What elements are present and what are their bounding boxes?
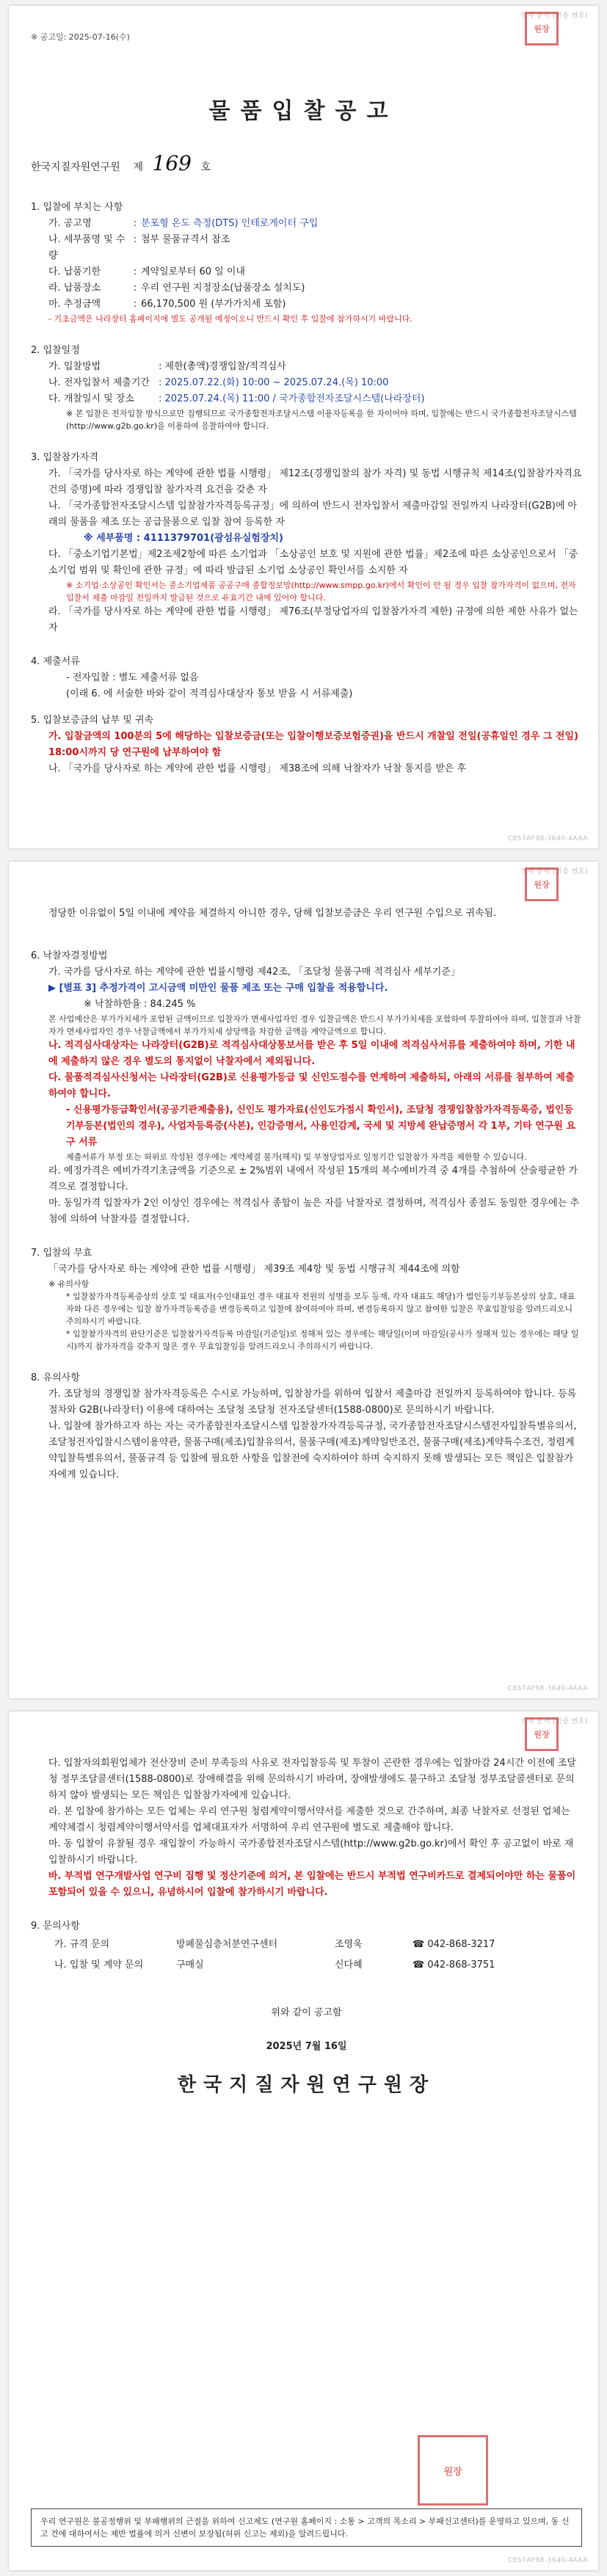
- table-row: 가. 규격 문의 방폐물심층처분연구센터 조영욱 ☎ 042-868-3217: [54, 1939, 495, 1950]
- document-page-3: 전자 문서 (인증 번호) 원장 다. 입찰자의회원업체가 전산장비 준비 부족등의 사유로 전자입찰등록 및 투찰이 곤란한 경우에는 입찰마감 24시간 이전에 조달청 정부조달콜센터(1588-0800)로 장애해결을 위해 문의하시기 바라며, 장애발생에도 불구하고 조달청 정부조달콜센터로 문의하지 않아 발생되는 모든 책임은 입찰참가자에게 있습니다. 라. 본 입찰에 참가하는 모든 업체는 우리 연구원 청렴계약이행서약서를 제출한 것으로 간주하며, 최종 낙찰자로 선정된 업체는 계약체결시 청렴계약이행서약서를 업체대표자가 서명하여 우리 연구원에 별도로 제출해야 합니다. 마. 동 입찰이 유찰될 경우 재입찰이 가능하시 국가종합전자조달시스템(http://www.g2b.go.kr)에서 확인 후 공고없이 바로 재입찰하시기 바랍니다. 바. 부적법 연구개발사업 연구비 집행 및 정산기준에 의거, 본 입찰에는 반드시 부적법 연구비카드로 결제되어야만 하는 물품이 포함되어 있을 수 있으니, 유념하시어 입찰에 참가하시기 바랍니다. 9. 문의사항 가. 규격 문의 방폐물심층처분연구센터 조영욱 ☎ 042-868-3217 나. 입찰 및 계약 문의 구매실 신다혜 ☎ 042-868-3751 위와 같이 공고함 2025년 7월 16일 한국지질자원연구원장 원장 우리 연구원은 불공정행위 및 부패행위의 근절을 위하여 신고제도 (연구원 홈페이지 : 소통 > 고객의 목소리 > 부패신고센터)를 운영하고 있으며, 동 신고 건에 대하여서는 제반 법률에 의거 신변이 보장됨(허위 신고는 제외)을 알려드립니다. C857AF98-3640-4AAA: [9, 1711, 598, 2570]
- contact-table: [48, 1935, 501, 1976]
- notice-date: 2025년 7월 16일: [266, 2041, 347, 2052]
- phone-icon: ☎: [412, 1939, 425, 1950]
- section-heading: 1. 입찰에 부치는 사항: [31, 202, 123, 213]
- handwritten-number: 169: [152, 151, 192, 175]
- page-footer: C857AF98-3640-4AAA: [507, 1685, 588, 1692]
- section-heading: 2. 입찰일정: [31, 345, 80, 356]
- winning-ratio: ※ 낙찰하한율 : 84.245 %: [84, 999, 196, 1010]
- document-page-2: 전자 문서 (인증 번호) 원장 정당한 이유없이 5일 이내에 계약을 체결하지 아니한 경우, 당해 입찰보증금은 우리 연구원 수입으로 귀속됨. 6. 낙찰자결정방법 가. 국가를 당사자로 하는 계약에 관한 법률시행령 제42조, 「조달청 물품구매 적격심사 세부기준」 ▶ [별표 3] 추정가격이 고시금액 미만인 물품 제조 또는 구매 입찰을 적용합니다. ※ 낙찰하한율 : 84.245 % 본 사업예산은 부가가치세가 포함된 금액이므로 입찰자가 면세사업자인 경우 입찰금액은 반드시 부가가치세를 포함하여 투찰하여야 하며, 입찰결과 낙찰자가 면세사업자인 경우 낙찰금액에서 부가가치세 상당액을 차감한 금액을 계약금액으로 합니다. 나. 적격심사대상자는 나라장터(G2B)로 적격심사대상통보서를 받은 후 5일 이내에 적격심사서류를 제출하여야 하며, 기한 내에 제출하지 않은 경우 별도의 통지없이 낙찰자에서 제외됩니다. 다. 물품적격심사신청서는 나라장터(G2B)로 신용평가등급 및 신인도점수를 연계하여 제출하되, 아래의 서류를 첨부하여 제출하여야 합니다. - 신용평가등급확인서(공공기관제출용), 신인도 평가자료(신인도가점시 확인서), 조달청 경쟁입찰참가자격등록증, 법인등기부등본(법인의 경우), 사업자등록증(사본), 인감증명서, 사용인감계, 국세 및 지방세 완납증명서 각 1부, 기타 연구원 요구 서류 제출서류가 부정 또는 허위로 작성된 경우에는 계약체결 불가(해지) 및 부정당업자로 일정기간 입찰참가 자격을 제한할 수 있습니다. 라. 예정가격은 예비가격기초금액을 기준으로 ± 2%범위 내에서 작성된 15개의 복수예비가격 중 4개를 추첨하여 산술평균한 가격으로 결정합니다. 마. 동일가격 입찰자가 2인 이상인 경우에는 적격심사 종합이 높은 자를 낙찰자로 결정하며, 적격심사 종점도 동일한 경우에는 추첨에 의하여 낙찰자를 결정합니다. 7. 입찰의 무효 「국가를 당사자로 하는 계약에 관한 법률 시행령」 제39조 제4항 및 동법 시행규칙 제44조에 의함 ※ 유의사항 * 입찰참가자격등록증상의 상호 및 대표자(수인대표인 경우 대표자 전원의 성명을 모두 등재, 각자 대표도 해당)가 법인등기부등본상의 상호, 대표자와 다른 경우에는 입찰 참가자격등록증을 변경등록하고 입찰에 참여하여야 하며, 변경등록하지 않고 참여한 입찰은 무효입찰임을 알려드리오니 주의하시기 바랍니다. * 입찰참가자격의 판단기준은 입찰참가자격등록 마감일(기준일)로 정해져 있는 경우에는 해당일(이며 마감일(공사가 정해져 있는 경우에는 해당 일시)까지 참가자격을 갖추지 않은 경우 무효입찰임을 알려드리오니 주의하시기 바랍니다. 8. 유의사항 가. 조달청의 경쟁입찰 참가자격등록은 수시로 가능하며, 입찰참가를 위하여 입찰서 제출마감 전일까지 등록하여야 합니다. 등록절차와 G2B(나라장터) 이용에 대하여는 조달청 조달청 전자조달센터(1588-0800)로 문의하시기 바랍니다. 나. 입찰에 참가하고자 하는 자는 국가종합전자조달시스템 입찰참가자격등록규정, 국가종합전자조달시스템전자입찰특별유의서, 조달청전자입찰시스템이용약관, 물품구매(제조)입찰유의서, 물품구매(제조)계약일반조건, 물품구매(제조)계약특수조건, 정렴계약입찰특별유의서, 물품규격 등 입찰에 필요한 사항을 입찰전에 숙지하여야 하며 숙지하지 못해 발생되는 모든 책임은 입찰참가자에게 있습니다. C857AF98-3640-4AAA: [9, 862, 598, 1698]
- page-footer: C857AF98-3640-4AAA: [507, 2557, 588, 2564]
- budget-note: - 기초금액은 나라장터 홈페이지에 별도 공개될 예정이오니 반드시 확인 후 입찰에 참가하시기 바랍니다.: [48, 314, 412, 324]
- page-header: 전자 문서 (인증 번호): [520, 1718, 588, 1725]
- phone-icon: ☎: [412, 1960, 425, 1971]
- official-seal: 원장: [418, 2435, 488, 2506]
- seal-stamp: 원장: [525, 867, 559, 901]
- seal-stamp: 원장: [525, 12, 559, 46]
- product-code: ※ 세부품명 : 4111379701(광섬유실험장치): [84, 533, 283, 544]
- section-heading: 9. 문의사항: [31, 1921, 80, 1932]
- section-heading: 6. 낙찰자결정방법: [31, 950, 108, 961]
- announcement-date: ※ 공고일: 2025-07-16(수): [31, 32, 130, 42]
- section-heading: 5. 입찰보증금의 납부 및 귀속: [31, 715, 154, 726]
- section-heading: 7. 입찰의 무효: [31, 1248, 92, 1259]
- section-1: 1. 입찰에 부치는 사항 가. 공고명 : 분포형 온도 측정(DTS) 인테로게이터 구입 나. 세부품명 및 수량 : 첨부 물품규격서 참조 다. 납품기한 : 계약일로부터 60 일 이내 라. 납품장소 : 우리 연구원 지정장소(납품장소 설치도) 마. 추정금액 : 66,170,500 원 (부가가치세 포함) - 기초금액은 나라장터 홈페이지에 별도 공개될 예정이오니 반드시 확인 후 입찰에 참가하시기 바랍니다. 2. 입찰일정 가. 입찰방법 : 제한(총액)경쟁입찰/적격심사 나. 전자입찰서 제출기간 : 2025.07.22.(화) 10:00 ~ 2025.07.24.(목) 10:00 다. 개찰일시 및 장소 : 2025.07.24.(목) 11:00 / 국가종합전자조달시스템(나라장터) ※ 본 입찰은 전자입찰 방식으로만 집행되므로 국가종합전자조달시스템 이용자등록을 한 자이어야 하며, 입찰에는 반드시 국가종합전자조달시스템(http://www.g2b.go.kr)을 이용하여 응찰하여야 합니다. 3. 입찰참가자격 가. 「국가를 당사자로 하는 계약에 관한 법률 시행령」 제12조(경쟁입찰의 참가 자격) 및 동법 시행규칙 제14조(입찰참가자격요건의 증명)에 따라 경쟁입찰 참가자격 요건을 갖춘 자 나. 「국가종합전자조달시스템 입찰참가자격등록규정」에 의하여 반드시 전자입찰서 제출마감일 전일까지 나라장터(G2B)에 아래의 물품을 제조 또는 공급물품으로 입찰 참여 등록한 자 ※ 세부품명 : 4111379701(광섬유실험장치) 다. 「중소기업기본법」제2조제2항에 따른 소기업과 「소상공인 보호 및 지원에 관한 법률」제2조에 따른 소상공인으로서 「중소기업 범위 및 확인에 관한 규정」에 따라 발급된 소기업 소상공인 확인서를 소지한 자 ※ 소기업·소상공인 확인서는 중소기업제품 공공구매 종합정보망(http://www.smpp.go.kr)에서 확인이 안 될 경우 입찰 참가자격이 없으며, 전자입찰서 제출 마감일 전일까지 발급된 것으로 유효기간 내에 있어야 합니다. 라. 「국가를 당사자로 하는 계약에 관한 법률 시행령」 제76조(부정당업자의 입찰참가자격 제한) 규정에 의한 제한 사유가 없는 자 4. 제출서류 - 전자입찰 : 별도 제출서류 없음 (이래 6. 에 서술한 바와 같이 적격심사대상자 통보 받을 시 서류제출) 5. 입찰보증금의 납부 및 귀속 가. 입찰금액의 100분의 5에 해당하는 입찰보증금(또는 입찰이행보증보험증권)을 반드시 개찰일 전일(공휴일인 경우 그 전일) 18:00시까지 당 연구원에 납부하여야 함 나. 「국가를 당사자로 하는 계약에 관한 법률 시행령」 제38조에 의해 낙찰자가 낙찰 통지를 받은 후: [31, 189, 582, 777]
- page-footer: C857AF98-3640-4AAA: [507, 835, 588, 843]
- footnote-box: 우리 연구원은 불공정행위 및 부패행위의 근절을 위하여 신고제도 (연구원 홈페이지 : 소통 > 고객의 목소리 > 부패신고센터)를 운영하고 있으며, 동 신고 건에 대하여서는 제반 법률에 의거 신변이 보장됨(허위 신고는 제외)을 알려드립니다.: [31, 2508, 582, 2547]
- closing-text: 위와 같이 공고함: [271, 2007, 342, 2018]
- section-heading: 3. 입찰참가자격: [31, 452, 98, 463]
- section-heading: 4. 제출서류: [31, 656, 80, 667]
- seal-stamp: 원장: [525, 1717, 559, 1751]
- page-header: 전자 문서 (인증 번호): [520, 12, 588, 20]
- table-row: 나. 입찰 및 계약 문의 구매실 신다혜 ☎ 042-868-3751: [54, 1960, 495, 1971]
- notice-number-line: 한국지질자원연구원 제 169 호: [31, 151, 211, 175]
- page-header: 전자 문서 (인증 번호): [520, 868, 588, 876]
- org-signature: 한국지질자원연구원장: [177, 2074, 436, 2096]
- document-page-1: [9, 6, 598, 848]
- page-title: 물품입찰공고: [208, 98, 399, 124]
- section-heading: 8. 유의사항: [31, 1372, 80, 1383]
